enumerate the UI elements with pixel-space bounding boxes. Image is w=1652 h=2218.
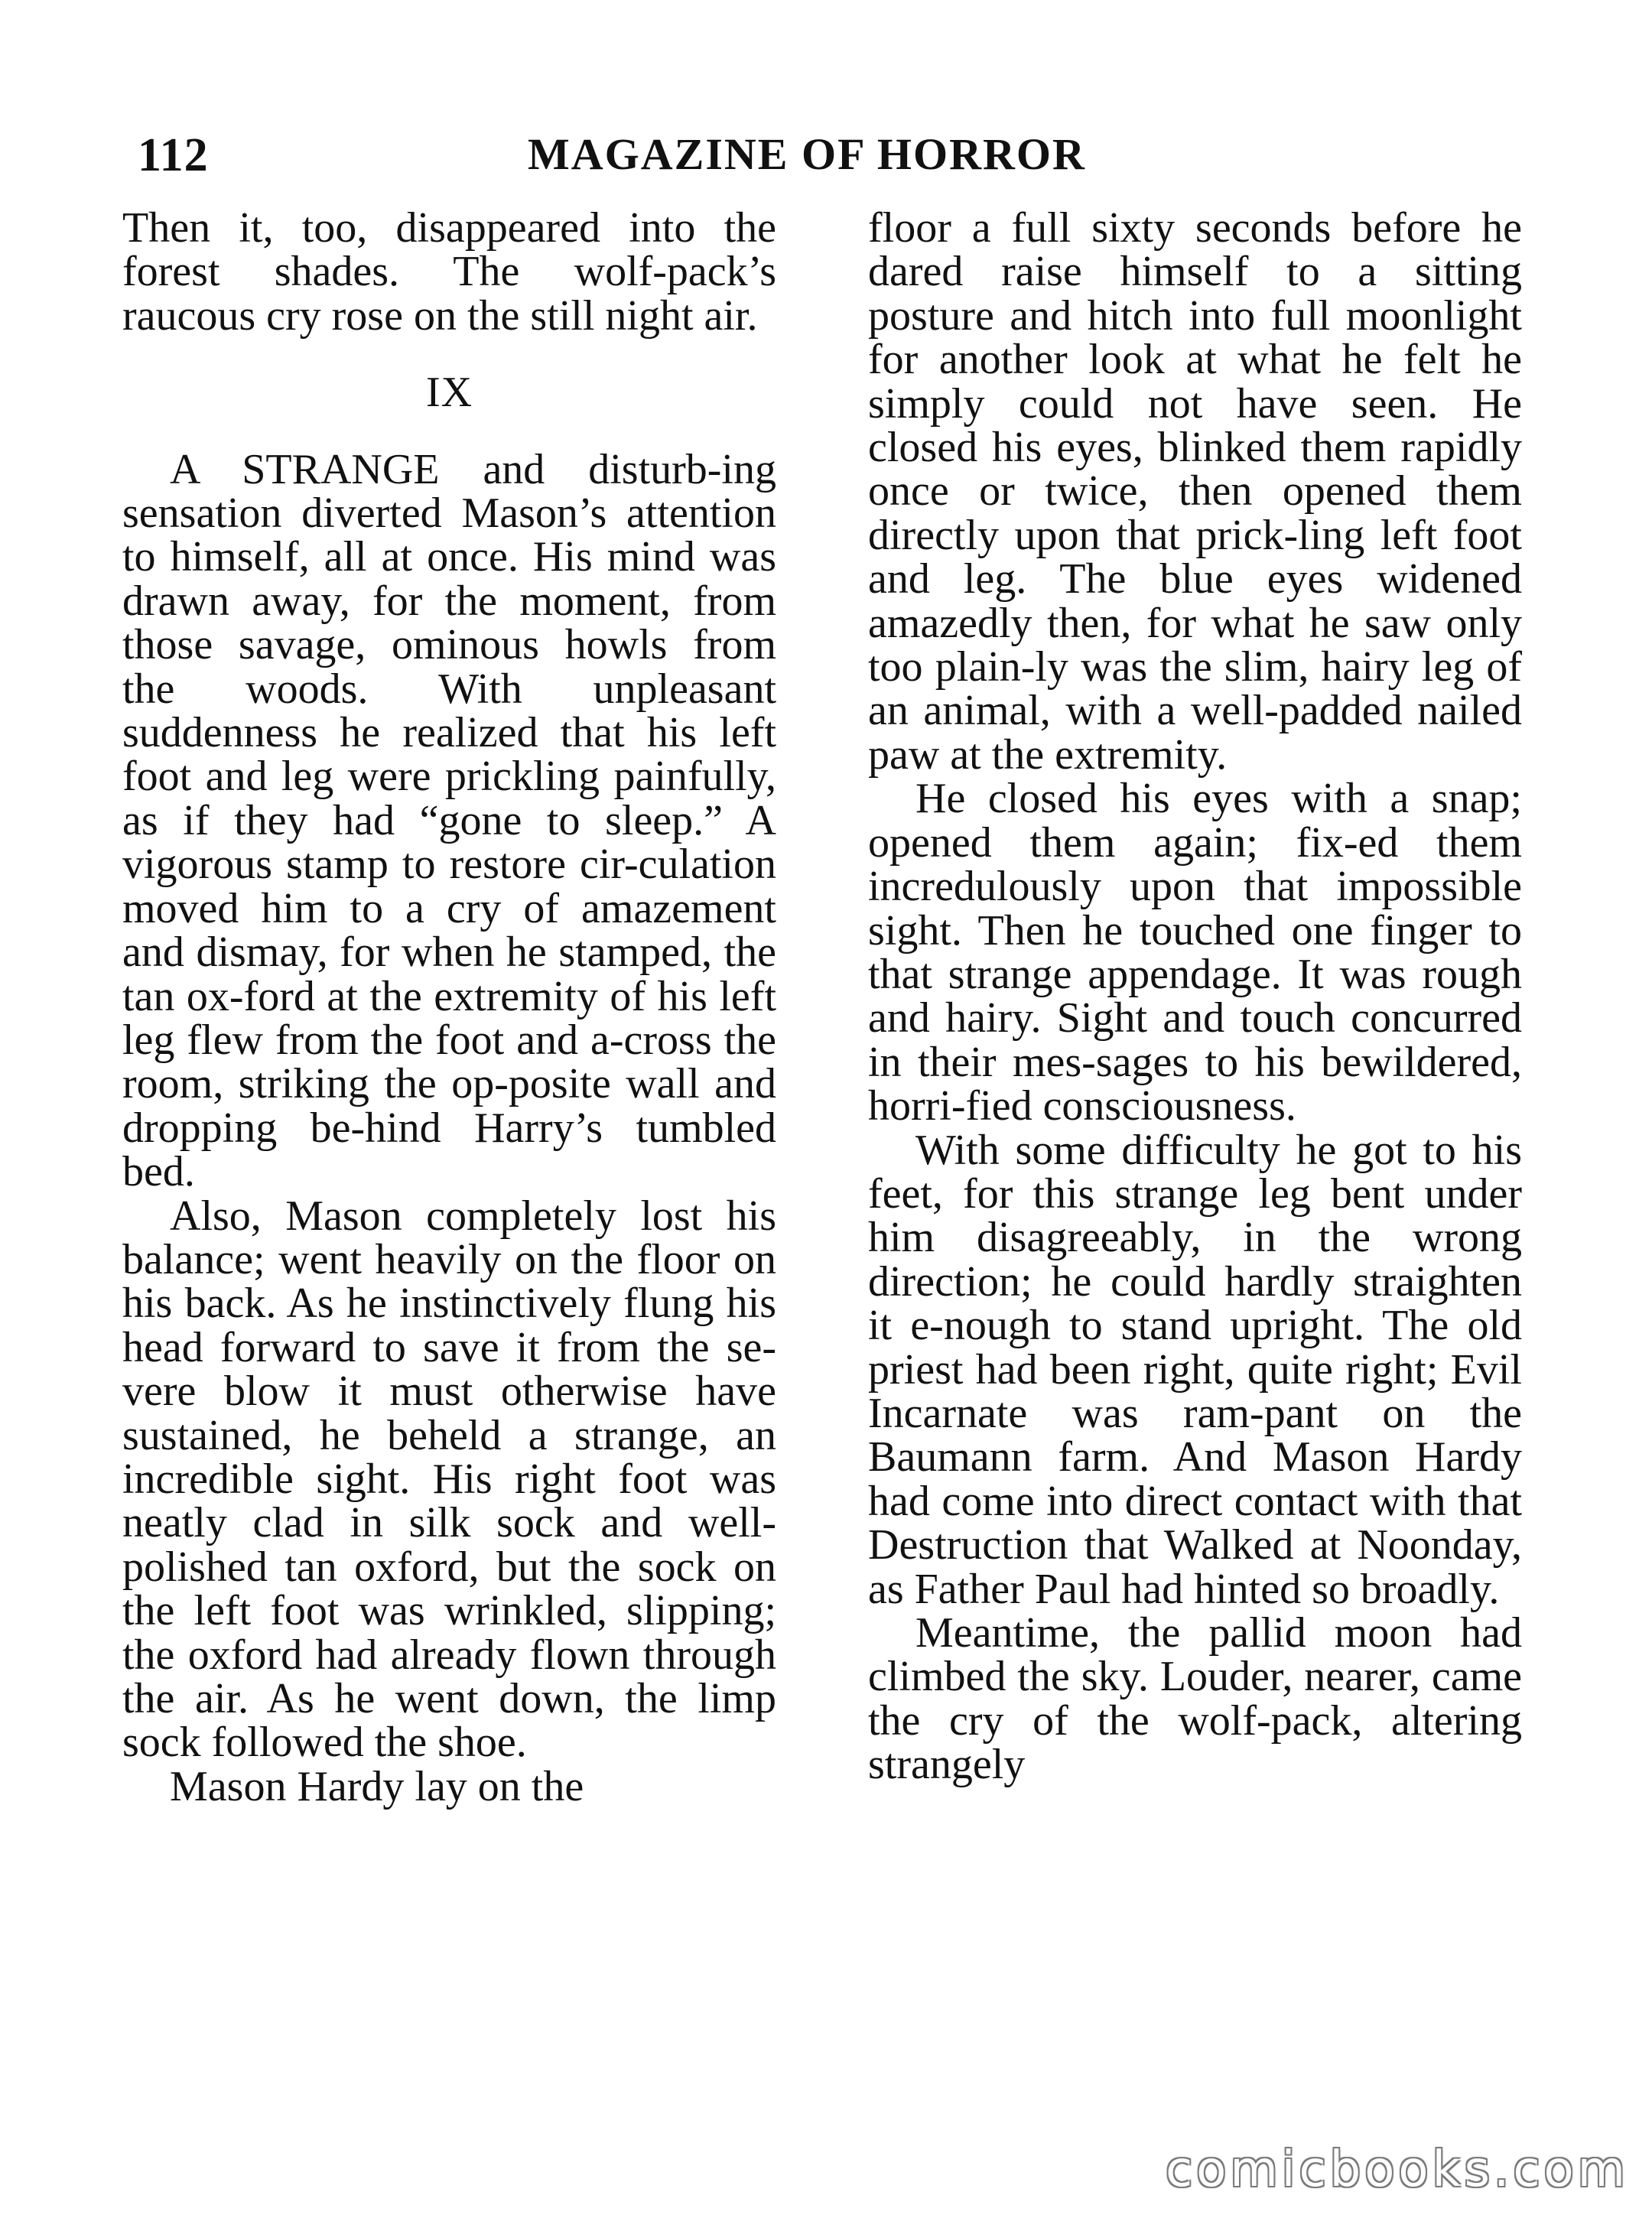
site-watermark: comicbooks.com xyxy=(1165,2142,1629,2198)
right-paragraph-meantime: Meantime, the pallid moon had climbed the sky. Louder, nearer, came the cry of the wolf-pack, altering strangely xyxy=(868,1609,1522,1789)
right-paragraph-closed-eyes: He closed his eyes with a snap; opened them again; fix-ed them incredulously upon that impossible sight. Then he touched one finger to that strange appendage. It was rough and hairy. Sight and touch concurred in their mes-sages to his bewildered, horri-fied consciousness. xyxy=(868,775,1522,1130)
running-title: MAGAZINE OF HORROR xyxy=(528,129,1086,179)
left-paragraph-continued: Mason Hardy lay on the xyxy=(170,1762,584,1810)
section-heading: IX xyxy=(425,369,473,417)
left-column xyxy=(122,204,776,2080)
left-paragraph-strange-sensation: A STRANGE and disturb-ing sensation diverted Mason’s attention to himself, all at once. His mind was drawn away, for the moment, from those savage, ominous howls from the woods. With unpleasant suddenness he realized that his left foot and leg were prickling painfully, as if they had “gone to sleep.” A vigorous stamp to restore cir-culation moved him to a cry of amazement and dismay, for when he stamped, the tan ox-ford at the extremity of his left leg flew from the foot and a-cross the room, striking the op-posite wall and dropping be-hind Harry’s tumbled bed. xyxy=(122,445,776,1196)
right-column xyxy=(868,204,1522,2080)
left-paragraph-lost-balance: Also, Mason completely lost his balance; went heavily on the floor on his back. As he instinctively flung his head forward to save it from the se-vere blow it must otherwise have sustained, he beheld a strange, an incredible sight. His right foot was neatly clad in silk sock and well-polished tan oxford, but the sock on the left foot was wrinkled, slipping; the oxford had already flown through the air. As he went down, the limp sock followed the shoe. xyxy=(122,1192,776,1767)
right-paragraph-continuation: floor a full sixty seconds before he dared raise himself to a sitting posture and hitch into full moonlight for another look at what he felt he simply could not have seen. He closed his eyes, blinked them rapidly once or twice, then opened them directly upon that prick-ling left foot and leg. The blue eyes widened amazedly then, for what he saw only too plain-ly was the slim, hairy leg of an animal, with a well-padded nailed paw at the extremity. xyxy=(868,204,1522,779)
right-paragraph-got-to-feet: With some difficulty he got to his feet, for this strange leg bent under him disagreeably, in the wrong direction; he could hardly straighten it e-nough to stand upright. The old priest had been right, quite right; Evil Incarnate was ram-pant on the Baumann farm. And Mason Hardy had come into direct contact with that Destruction that Walked at Noonday, as Father Paul had hinted so broadly. xyxy=(868,1126,1522,1613)
left-paragraph-opening: Then it, too, disappeared into the forest shades. The wolf-pack’s raucous cry rose on the still night air. xyxy=(122,204,776,340)
page-header xyxy=(138,128,1553,197)
page-number: 112 xyxy=(138,129,209,181)
